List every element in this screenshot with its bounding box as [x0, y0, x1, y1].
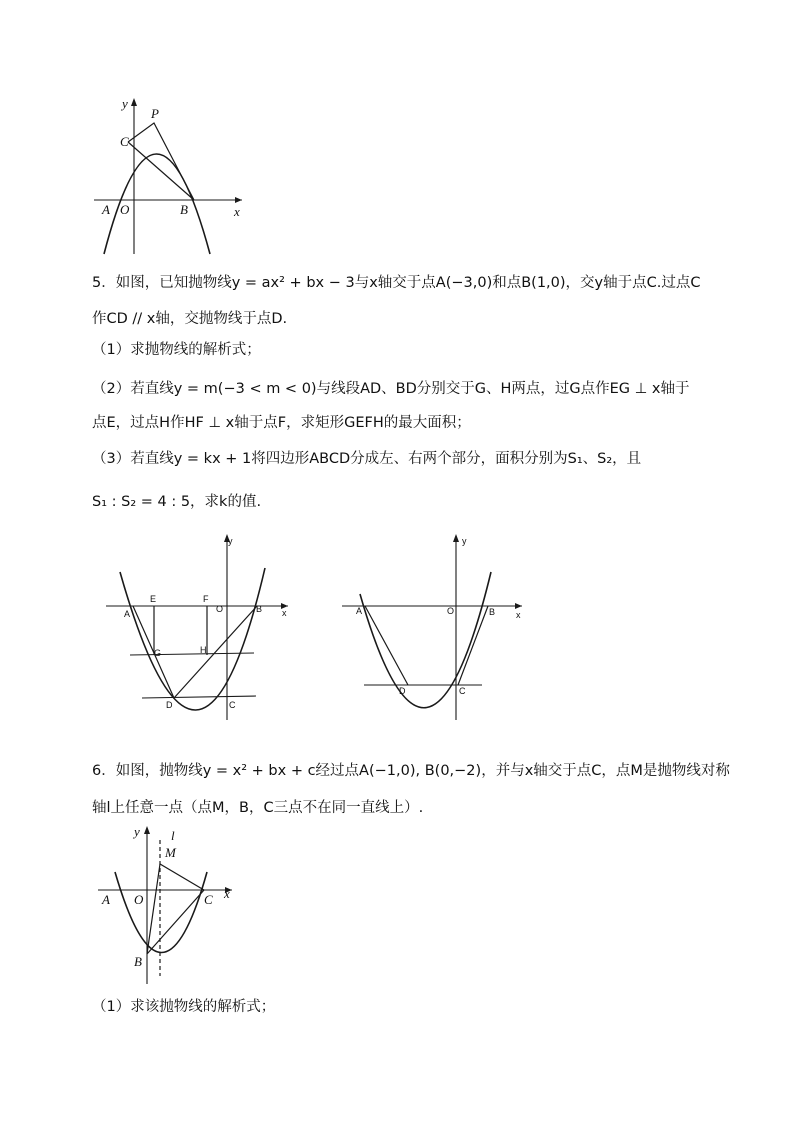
- q5-part-2-line-2: 点E，过点H作HF ⊥ x轴于点F，求矩形GEFH的最大面积；: [92, 415, 471, 431]
- q5-part-2-line-1: （2）若直线y = m(−3 < m < 0)与线段AD、BD分别交于G、H两点，过G点作EG ⊥ x轴于: [92, 381, 690, 397]
- fig2-label-o: O: [216, 604, 224, 614]
- fig4-label-o: O: [134, 892, 144, 907]
- q6-part-1: （1）求该抛物线的解析式；: [92, 999, 276, 1015]
- fig1-label-p: P: [151, 106, 159, 121]
- figure-1-parabola-pcb: [92, 94, 252, 256]
- fig2-label-c: C: [229, 700, 236, 710]
- fig2-label-b: B: [256, 604, 263, 614]
- q5-part-3-line-1: （3）若直线y = kx + 1将四边形ABCD分成左、右两个部分，面积分别为S₁、S₂，且: [92, 451, 642, 467]
- fig2-label-e: E: [150, 594, 157, 604]
- fig1-label-b: B: [180, 202, 188, 217]
- fig1-label-a: A: [102, 202, 110, 217]
- fig2-label-f: F: [203, 594, 209, 604]
- fig2-label-x: x: [282, 608, 287, 618]
- q5-part-3-line-2: S₁ : S₂ = 4 : 5，求k的值.: [92, 494, 262, 510]
- fig3-label-y: y: [462, 536, 467, 546]
- fig3-label-c: C: [459, 686, 466, 696]
- figure-3-quadrilateral-abcd: [338, 532, 530, 722]
- fig2-label-d: D: [166, 700, 173, 710]
- fig4-label-m: M: [165, 845, 176, 860]
- fig1-label-o: O: [120, 202, 130, 217]
- fig3-label-x: x: [516, 610, 521, 620]
- fig3-label-d: D: [399, 686, 406, 696]
- figure-4-parabola-mbc: [96, 826, 240, 986]
- fig1-label-y: y: [122, 96, 128, 111]
- fig3-label-o: O: [447, 606, 455, 616]
- fig2-label-h: H: [200, 645, 207, 655]
- fig3-label-a: A: [356, 606, 363, 616]
- fig1-label-x: x: [234, 204, 240, 219]
- q5-part-1: （1）求抛物线的解析式；: [92, 342, 261, 358]
- q6-stem-line-2: 轴l上任意一点（点M，B，C三点不在同一直线上）.: [92, 800, 424, 816]
- fig4-label-y: y: [134, 826, 140, 839]
- fig2-label-g: G: [154, 648, 162, 658]
- fig2-label-a: A: [124, 609, 131, 619]
- fig4-label-a: A: [102, 892, 110, 907]
- fig3-label-b: B: [489, 607, 496, 617]
- fig2-label-y: y: [228, 536, 233, 546]
- fig4-label-x: x: [224, 886, 230, 901]
- fig4-label-b: B: [134, 954, 142, 969]
- fig4-label-l: l: [171, 828, 175, 843]
- figure-2-rectangle-gefh: [104, 532, 296, 722]
- q5-stem-line-2: 作CD // x轴，交抛物线于点D.: [92, 311, 288, 327]
- fig1-label-c: C: [120, 134, 129, 149]
- fig4-label-c: C: [204, 892, 213, 907]
- q5-stem-line-1: 5．如图，已知抛物线y = ax² + bx − 3与x轴交于点A(−3,0)和点B(1,0)，交y轴于点C.过点C: [92, 275, 701, 291]
- q6-stem-line-1: 6．如图，抛物线y = x² + bx + c经过点A(−1,0), B(0,−2)，并与x轴交于点C，点M是抛物线对称: [92, 763, 730, 779]
